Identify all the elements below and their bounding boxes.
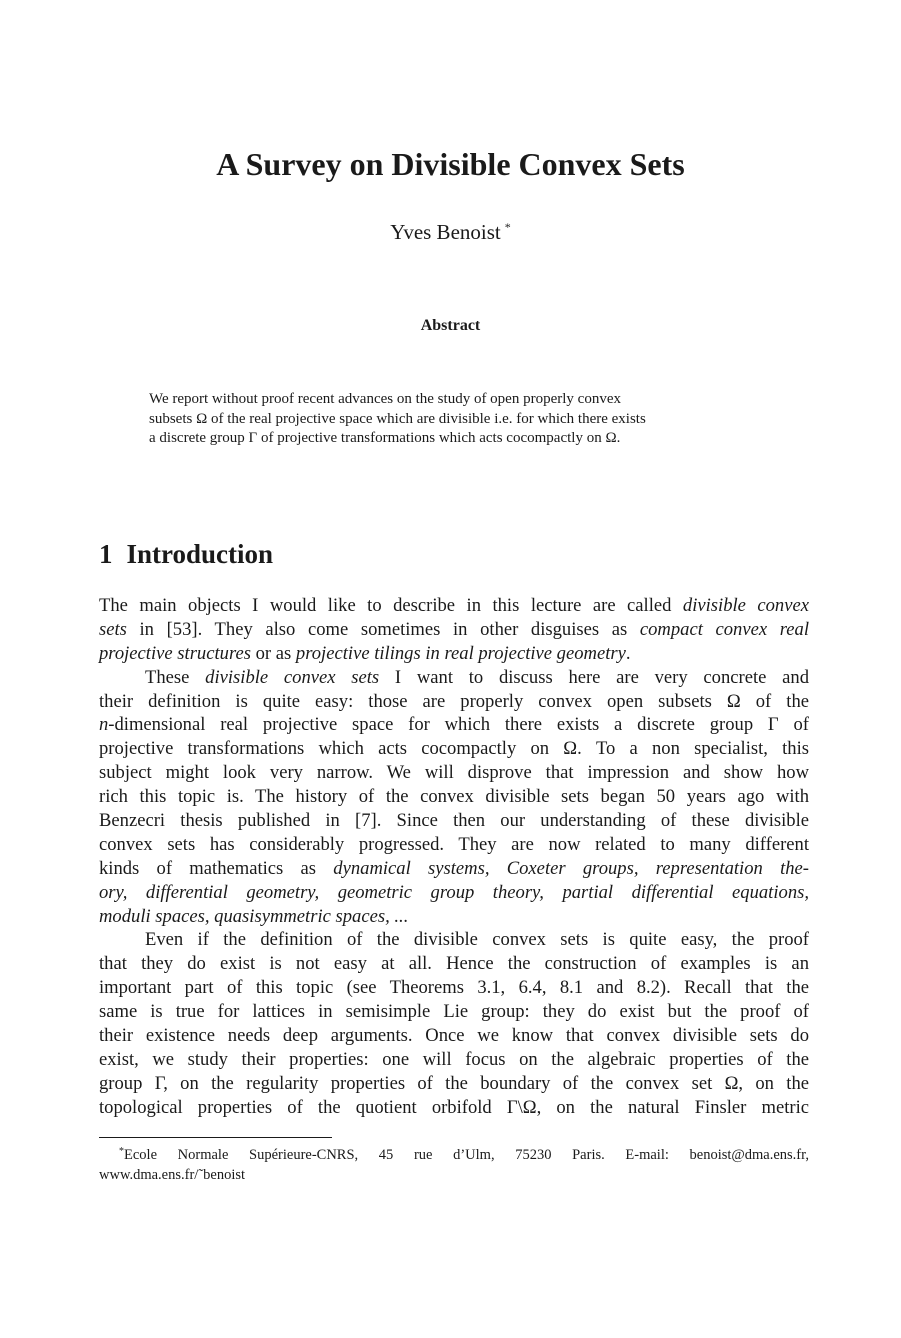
emphasis-text: sets bbox=[99, 618, 127, 640]
emphasis-text: compact convex real bbox=[639, 618, 809, 640]
emphasis-text: projective tilings in real projective geometry bbox=[295, 642, 626, 664]
emphasis-text: dynamical systems, Coxeter groups, representation the- bbox=[333, 857, 809, 879]
paragraph-line: same is true for lattices in semisimple Lie group: they do exist but the proof of bbox=[99, 1001, 809, 1023]
paragraph-line: their existence needs deep arguments. Once we know that convex divisible sets do bbox=[99, 1025, 809, 1047]
text-run: . bbox=[625, 642, 631, 664]
paragraph-line: rich this topic is. The history of the convex divisible sets began 50 years ago with bbox=[99, 786, 809, 808]
abstract-heading: Abstract bbox=[420, 317, 481, 334]
paragraph-line: subject might look very narrow. We will disprove that impression and show how bbox=[99, 762, 809, 784]
section-heading bbox=[99, 536, 273, 572]
paragraph-line bbox=[99, 642, 809, 666]
footnote-mark: * bbox=[119, 1146, 124, 1157]
author-line bbox=[0, 212, 901, 247]
footnote-divider bbox=[99, 1137, 332, 1138]
abstract-line: a discrete group Γ of projective transformations which acts cocompactly on Ω. bbox=[149, 430, 621, 446]
paragraph-line: topological properties of the quotient orbifold Γ\Ω, on the natural Finsler metric bbox=[99, 1096, 809, 1118]
footnote-url[interactable]: www.dma.ens.fr/˜benoist bbox=[99, 1166, 246, 1183]
section-title: Introduction bbox=[126, 539, 274, 569]
author-name: Yves Benoist bbox=[390, 220, 501, 244]
paper-title: A Survey on Divisible Convex Sets bbox=[216, 146, 685, 182]
section-number: 1 bbox=[99, 539, 113, 569]
text-run: or as bbox=[250, 642, 296, 664]
paragraph-line bbox=[99, 881, 809, 905]
abstract-line: subsets Ω of the real projective space which are divisible i.e. for which there exists bbox=[149, 410, 646, 427]
introduction-body bbox=[99, 594, 809, 1120]
text-run: These bbox=[145, 666, 206, 688]
paragraph-line: convex sets has considerably progressed. They are now related to many different bbox=[99, 833, 809, 855]
emphasis-text: moduli spaces, quasisymmetric spaces, ... bbox=[99, 905, 409, 927]
footnote-text: Ecole Normale Supérieure-CNRS, 45 rue d’Ulm, 75230 Paris. E-mail: benoist@dma.ens.fr, bbox=[124, 1147, 809, 1163]
paragraph-line: that they do exist is not easy at all. Hence the construction of examples is an bbox=[99, 953, 809, 975]
paragraph-line bbox=[99, 666, 809, 690]
paragraph-line: exist, we study their properties: one will focus on the algebraic properties of the bbox=[99, 1048, 809, 1070]
abstract-body bbox=[149, 390, 761, 449]
paragraph-line: Even if the definition of the divisible convex sets is quite easy, the proof bbox=[145, 929, 809, 951]
text-run: I want to discuss here are very concrete and bbox=[379, 666, 809, 688]
text-run: The main objects I would like to describe in this lecture are called bbox=[99, 595, 683, 616]
paragraph-line bbox=[99, 713, 809, 737]
emphasis-text: projective structures bbox=[99, 642, 251, 664]
abstract-line: We report without proof recent advances on the study of open properly convex bbox=[149, 391, 621, 407]
text-run: kinds of mathematics as bbox=[99, 857, 334, 879]
paragraph-line bbox=[99, 618, 809, 642]
emphasis-text: n bbox=[99, 714, 109, 736]
paragraph-line: their definition is quite easy: those are properly convex open subsets Ω of the bbox=[99, 690, 809, 712]
text-run: -dimensional real projective space for which there exists a discrete group Γ of bbox=[108, 714, 809, 736]
author-footnote-mark: * bbox=[504, 220, 511, 234]
emphasis-text: ory, differential geometry, geometric group theory, partial differential equations, bbox=[99, 881, 809, 903]
paragraph-line: projective transformations which acts cocompactly on Ω. To a non specialist, this bbox=[99, 738, 809, 760]
footnote-line bbox=[99, 1142, 809, 1166]
paragraph-line bbox=[99, 857, 809, 881]
emphasis-text: divisible convex bbox=[682, 595, 809, 616]
paragraph-line: Benzecri thesis published in [7]. Since then our understanding of these divisible bbox=[99, 810, 809, 832]
text-run: in [53]. They also come sometimes in other disguises as bbox=[126, 618, 640, 640]
footnote bbox=[99, 1142, 809, 1185]
paragraph-line: important part of this topic (see Theorems 3.1, 6.4, 8.1 and 8.2). Recall that the bbox=[99, 977, 809, 999]
paragraph-line bbox=[99, 905, 809, 929]
paragraph-line bbox=[99, 594, 809, 618]
paragraph-line: group Γ, on the regularity properties of the boundary of the convex set Ω, on the bbox=[99, 1072, 809, 1094]
emphasis-text: divisible convex sets bbox=[205, 666, 380, 688]
